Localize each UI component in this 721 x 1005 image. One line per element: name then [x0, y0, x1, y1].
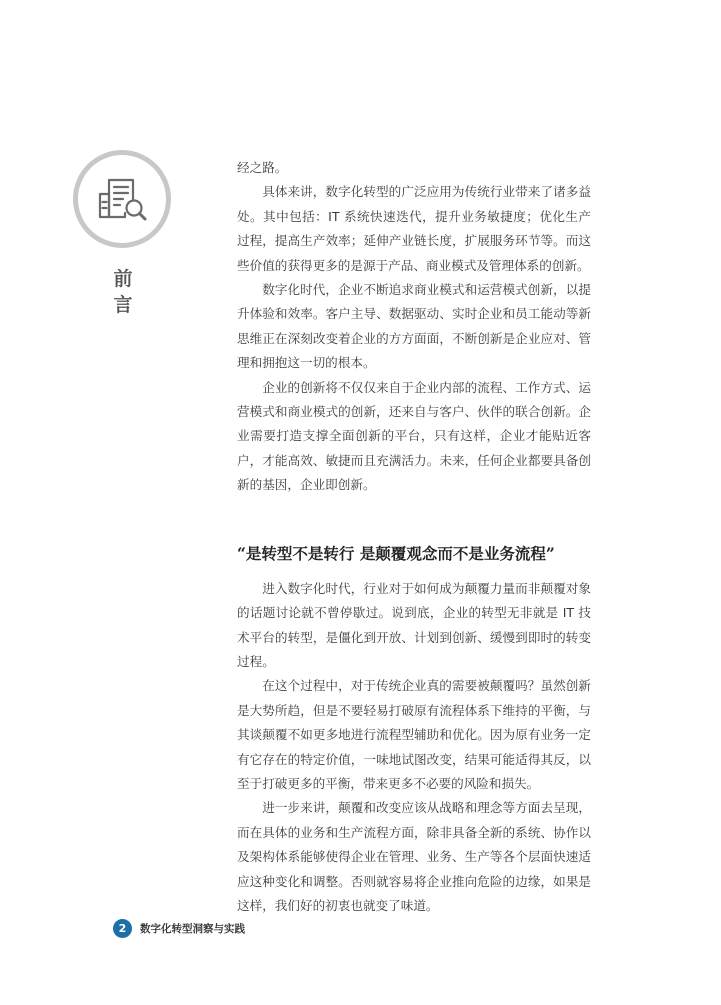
- document-search-icon: [73, 150, 171, 248]
- paragraph: 具体来讲，数字化转型的广泛应用为传统行业带来了诸多益处。其中包括：IT 系统快速迭代，提升业务敏捷度；优化生产过程，提高生产效率；延伸产业链长度，扩展服务环节等。而这些价值的获得更多的是源于产品、商业模式及管理体系的创新。: [237, 184, 591, 273]
- paragraph: 企业的创新将不仅仅来自于企业内部的流程、工作方式、运营模式和商业模式的创新，还来自与客户、伙伴的联合创新。企业需要打造支撑全面创新的平台，只有这样，企业才能贴近客户，才能高效、敏捷而且充满活力。未来，任何企业都要具备创新的基因，企业即创新。: [237, 379, 591, 493]
- page-footer: [113, 918, 245, 938]
- page-number: 2: [113, 919, 132, 938]
- book-title: 数字化转型洞察与实践: [140, 922, 245, 935]
- paragraph: 数字化时代，企业不断追求商业模式和运营模式创新，以提升体验和效率。客户主导、数据驱动、实时企业和员工能动等新思维正在深刻改变着企业的方方面面，不断创新是企业应对、管理和拥抱这一切的根本。: [237, 282, 591, 371]
- main-text: [237, 156, 591, 918]
- paragraph: 经之路。: [237, 160, 288, 175]
- paragraph: 进一步来讲，颠覆和改变应该从战略和理念等方面去呈现，而在具体的业务和生产流程方面，除非具备全新的系统、协作以及架构体系能够使得企业在管理、业务、生产等各个层面快速适应这种变化和调整。否则就容易将企业推向危险的边缘，如果是这样，我们好的初衷也就变了味道。: [237, 800, 591, 913]
- section-title-line2: 言: [113, 294, 133, 316]
- paragraph: 进入数字化时代，行业对于如何成为颠覆力量而非颠覆对象的话题讨论就不曾停歇过。说到底，企业的转型无非就是 IT 技术平台的转型，是僵化到开放、计划到创新、缓慢到即时的转变过程。: [237, 580, 591, 669]
- quote-heading: “是转型不是转行 是颠覆观念而不是业务流程”: [237, 543, 555, 563]
- paragraph: 在这个过程中，对于传统企业真的需要被颠覆吗？虽然创新是大势所趋，但是不要轻易打破原有流程体系下维持的平衡，与其谈颠覆不如更多地进行流程型辅助和优化。因为原有业务一定有它存在的特定价值，一味地试图改变，结果可能适得其反，以至于打破更多的平衡，带来更多不必要的风险和损失。: [237, 678, 591, 791]
- section-title-line1: 前: [113, 268, 133, 290]
- section-title: [108, 266, 138, 318]
- section-badge: [73, 150, 171, 248]
